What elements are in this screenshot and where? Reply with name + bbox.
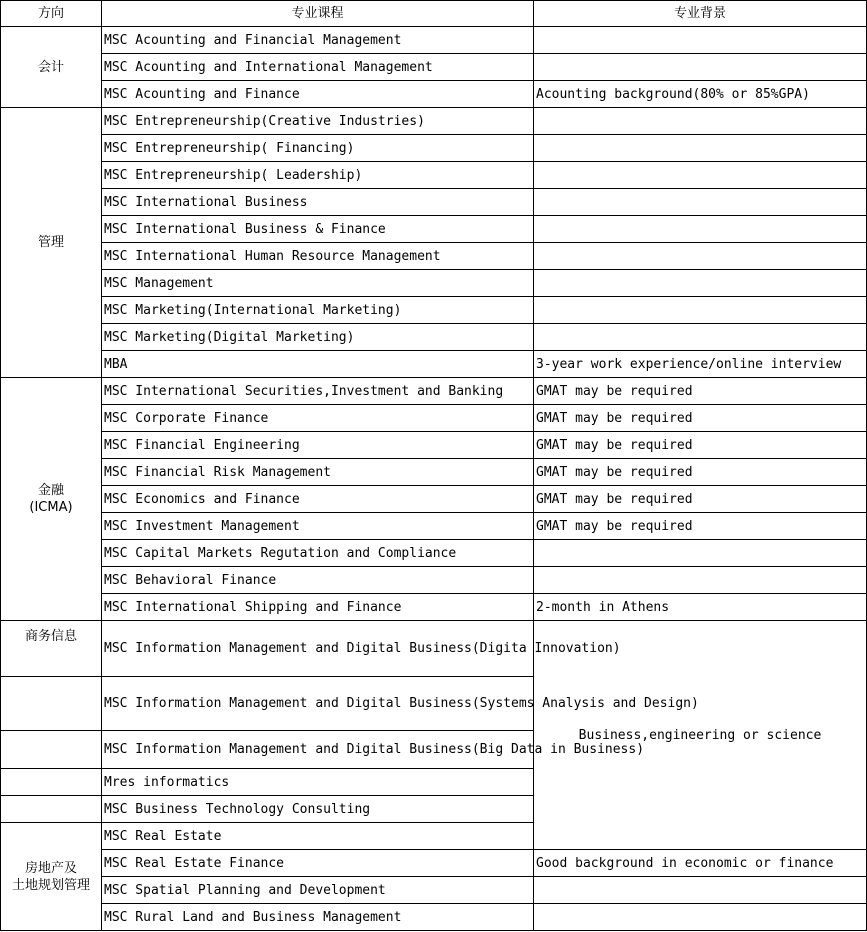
background-cell: GMAT may be required — [534, 378, 867, 405]
course-cell: MSC Rural Land and Business Management — [102, 904, 534, 931]
course-cell: MSC Acounting and Financial Management — [102, 27, 534, 54]
background-cell — [534, 877, 867, 904]
background-cell — [534, 216, 867, 243]
header-direction: 方向 — [1, 1, 102, 27]
course-cell: MSC International Business — [102, 189, 534, 216]
course-cell: MSC Spatial Planning and Development — [102, 877, 534, 904]
background-cell — [534, 27, 867, 54]
course-cell: MSC Acounting and International Management — [102, 54, 534, 81]
course-cell: MSC Marketing(International Marketing) — [102, 297, 534, 324]
course-cell: MSC Capital Markets Regutation and Compliance — [102, 540, 534, 567]
course-cell: Mres informatics — [102, 769, 534, 796]
background-cell: Good background in economic or finance — [534, 850, 867, 877]
table-row — [1, 850, 867, 877]
background-cell — [534, 904, 867, 931]
table-row — [1, 54, 867, 81]
background-cell — [534, 54, 867, 81]
direction-finance-line1: 金融 — [37, 483, 64, 498]
direction-empty — [1, 769, 102, 796]
course-cell: MSC Information Management and Digital Business(Big Data in Business) — [102, 731, 534, 769]
background-cell: GMAT may be required — [534, 459, 867, 486]
header-background: 专业背景 — [534, 1, 867, 27]
table-row — [1, 135, 867, 162]
background-cell: GMAT may be required — [534, 513, 867, 540]
direction-real-estate-line2: 土地规划管理 — [11, 877, 90, 893]
background-cell — [534, 189, 867, 216]
course-cell: MSC Management — [102, 270, 534, 297]
background-cell: Acounting background(80% or 85%GPA) — [534, 81, 867, 108]
course-cell: MSC Entrepreneurship(Creative Industries) — [102, 108, 534, 135]
direction-real-estate — [1, 823, 102, 931]
table-row — [1, 904, 867, 931]
table-row — [1, 621, 867, 677]
direction-empty — [1, 731, 102, 769]
background-cell: GMAT may be required — [534, 486, 867, 513]
direction-business-info: 商务信息 — [1, 621, 102, 677]
course-cell: MSC International Business & Finance — [102, 216, 534, 243]
background-cell-shared: Business,engineering or science — [534, 621, 867, 850]
course-cell: MSC Marketing(Digital Marketing) — [102, 324, 534, 351]
course-cell: MBA — [102, 351, 534, 378]
background-cell — [534, 270, 867, 297]
header-row — [1, 1, 867, 27]
background-cell — [534, 162, 867, 189]
course-cell: MSC Behavioral Finance — [102, 567, 534, 594]
header-course: 专业课程 — [102, 1, 534, 27]
table-row — [1, 432, 867, 459]
table-row — [1, 405, 867, 432]
course-cell: MSC Business Technology Consulting — [102, 796, 534, 823]
direction-empty — [1, 796, 102, 823]
background-cell — [534, 135, 867, 162]
course-cell: MSC Economics and Finance — [102, 486, 534, 513]
background-cell — [534, 567, 867, 594]
table-row — [1, 216, 867, 243]
course-cell: MSC Financial Risk Management — [102, 459, 534, 486]
direction-real-estate-line1: 房地产及 — [24, 860, 77, 876]
table-row — [1, 513, 867, 540]
background-cell — [534, 540, 867, 567]
course-cell: MSC International Securities,Investment and Banking — [102, 378, 534, 405]
table-row — [1, 243, 867, 270]
background-cell: GMAT may be required — [534, 405, 867, 432]
table-row — [1, 877, 867, 904]
course-cell: MSC Investment Management — [102, 513, 534, 540]
background-cell: 3-year work experience/online interview — [534, 351, 867, 378]
course-cell: MSC Entrepreneurship( Financing) — [102, 135, 534, 162]
course-cell: MSC Information Management and Digital Business(Systems Analysis and Design) — [102, 677, 534, 731]
direction-empty — [1, 677, 102, 731]
table-row — [1, 378, 867, 405]
course-cell: MSC Corporate Finance — [102, 405, 534, 432]
table-row — [1, 486, 867, 513]
course-cell: MSC Acounting and Finance — [102, 81, 534, 108]
table-row — [1, 567, 867, 594]
table-row — [1, 270, 867, 297]
course-cell: MSC International Human Resource Management — [102, 243, 534, 270]
course-cell: MSC Real Estate Finance — [102, 850, 534, 877]
direction-finance-line2: (ICMA) — [29, 500, 73, 515]
background-cell: 2-month in Athens — [534, 594, 867, 621]
background-cell — [534, 243, 867, 270]
table-row — [1, 351, 867, 378]
table-row — [1, 162, 867, 189]
direction-management: 管理 — [1, 108, 102, 378]
background-cell — [534, 324, 867, 351]
table-row — [1, 27, 867, 54]
table-row — [1, 81, 867, 108]
table-row — [1, 108, 867, 135]
table-row — [1, 189, 867, 216]
course-cell: MSC Real Estate — [102, 823, 534, 850]
background-cell — [534, 108, 867, 135]
direction-finance — [1, 378, 102, 621]
course-cell: MSC Information Management and Digital Business(Digita Innovation) — [102, 621, 534, 677]
table-row — [1, 324, 867, 351]
table-row — [1, 540, 867, 567]
background-cell — [534, 297, 867, 324]
background-cell: GMAT may be required — [534, 432, 867, 459]
course-cell: MSC Financial Engineering — [102, 432, 534, 459]
course-cell: MSC Entrepreneurship( Leadership) — [102, 162, 534, 189]
course-cell: MSC International Shipping and Finance — [102, 594, 534, 621]
direction-accounting: 会计 — [1, 27, 102, 108]
table-row — [1, 459, 867, 486]
table-row — [1, 297, 867, 324]
table-row — [1, 594, 867, 621]
